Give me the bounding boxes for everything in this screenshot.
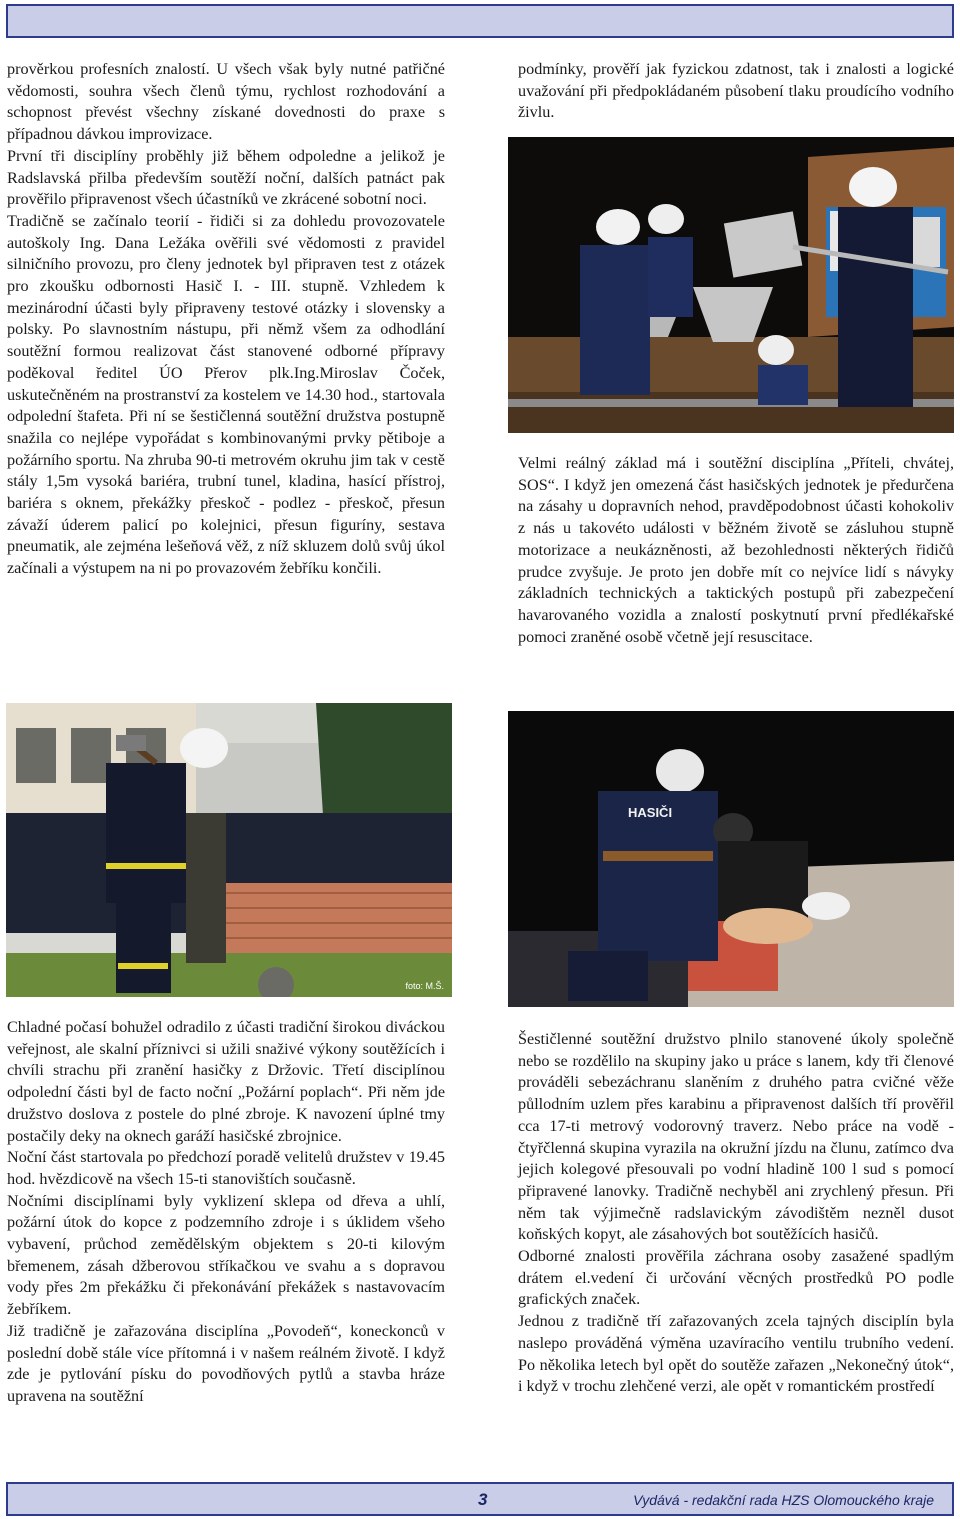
photo-credit: foto: M.Š.	[405, 981, 444, 991]
paragraph: Velmi reálný základ má i soutěžní disciplína „Příteli, chvátej, SOS“. I když jen omezená část hasičských jednotek je předurčena na zásahy u dopravních nehod, pravděpodobnost účasti kohokoliv z nás u takovéto události v běžném životě se zásluhou stupně motorizace a neukázněnosti, až bezohlednosti některých řidičů prudce zvyšuje. Je proto jen dobře mít co nejvíce lidí s návyky základních technických a taktických postupů při zabezpečení havarovaného vozidla a znalostí poskytnutí první předlékařské pomoci zraněné osobě včetně její resuscitace.	[518, 454, 954, 646]
article-text-mid-right	[518, 453, 954, 648]
photo-sandbag-filling	[508, 137, 954, 433]
footer-band	[6, 1482, 954, 1516]
paragraph: První tři disciplíny proběhly již během odpoledne a jelikož je Radslavská přilba především soutěží noční, dalších patnáct pak prověřilo připravenost všech účastníků ve zkrácené sobotní noci.	[7, 146, 445, 209]
paragraph: Nočními disciplínami byly vyklizení sklepa od dřeva a uhlí, požární útok do kopce z podzemního zdroje i s úklidem všeho vybavení, průchod zemědělským objektem s 20-ti kilovým břemenem, zásah džberovou stříkačkou ve svahu a s dopravou vody přes 2m překážku či překonávání překážek s nastavovacím žebříkem.	[7, 1191, 445, 1319]
paragraph: Tradičně se začínalo teorií - řidiči si za dohledu provozovatele autoškoly Ing. Dana Ležáka ověřili své vědomosti z pravidel silničního provozu, pro členy jednotek byl připraven test z otázek pro zkoušku odbornosti Hasič I. - III. stupně. Vzhledem k mezinárodní účasti byly připraveny testové otázky i slovensky a polsky. Po slavnostním nástupu, při němž všem za odhodlání soutěžní formou realizovat část stanovené odborné přípravy poděkoval ředitel ÚO Přerov plk.Ing.Miroslav Čoček, uskutečněném na prostranství za kostelem ve 14.30 hod., startovala odpolední štafeta. Při ní se šestičlenná soutěžní družstva postupně snažila co nejlépe vypořádat s kombinovanými prvky pětiboje a požárního sportu. Na zhruba 90-ti metrovém okruhu jim tak v cestě stály 1,5m vysoká bariéra, trubní tunel, kladina, hasící přístroj, bariéra s oknem, překážky přeskoč - podlez - přeskoč, přesun závaží úderem palicí po kolejnici, přesun figuríny, sestava pneumatik, ale zejména lešeňová věž, z níž skluzem dolů svůj úkol začínali a výstupem na ni po provazovém žebříku končili.	[7, 211, 445, 578]
paragraph: Šestičlenné soutěžní družstvo plnilo stanovené úkoly společně nebo se rozdělilo na skupiny jako u práce s lanem, kdy tři členové prováděli sebezáchranu slaněním z druhého patra cvičné věže půllodním uzlem přes karabinu a připravenost dalších tří prověřil cca 17-ti metrový vodorovný traverz. Nebo práce na vodě - čtyřčlenná skupina vyrazila na okružní jízdu na člunu, zatímco dva jejich kolegové přesouvali po vodní hladině 100 l sud s pomocí připravené lanovky. Tradičně nechyběl ani zrychlený přesun. Při něm tak výjimečně radslavickým závodištěm nezněl dusot koňských kopyt, ale zásahových bot soutěžících hasičů.	[518, 1030, 954, 1244]
article-text-top-left	[7, 59, 445, 580]
photo-relay-hammer	[6, 703, 452, 997]
night-sandbag-scene-illustration	[508, 137, 954, 433]
photo-first-aid	[508, 711, 954, 1007]
paragraph: podmínky, prověří jak fyzickou zdatnost, tak i znalosti a logické uvažování při předpokládaném působení tlaku proudícího vodního živlu.	[518, 60, 954, 122]
article-text-bottom-left	[7, 1017, 445, 1408]
night-resuscitation-scene-illustration	[508, 711, 954, 1007]
article-text-top-right	[518, 59, 954, 124]
paragraph: prověrkou profesních znalostí. U všech však byly nutné patřičné vědomosti, souhra všech členů týmu, rychlost rozhodování a schopnost převést všechny získané dovednosti do praxe s případnou dávkou improvizace.	[7, 60, 445, 144]
paragraph: Chladné počasí bohužel odradilo z účasti tradiční širokou diváckou veřejnost, ale skalní příznivci si užili snaživé výkony soutěžících i chvíli strachu při zranění hasičky z Držovic. Třetí disciplínou odpolední části byl de facto noční „Požární poplach“. Při něm jde družstvo doslova z postele do plné zbroje. K navození úplné tmy postačily deky na oknech garáží hasičské zbrojnice.	[7, 1018, 445, 1145]
relay-hammer-scene-illustration	[6, 703, 452, 997]
header-band	[6, 4, 954, 38]
paragraph: Jednou z tradičně tří zařazovaných zcela tajných disciplín byla naslepo prováděná výměna uzavíracího ventilu trubního vedení. Po několika letech byl opět do soutěže zařazen „Nekonečný útok“, i když v trochu zlehčené verzi, ale opět v romantickém prostředí	[518, 1312, 954, 1396]
article-text-bottom-right	[518, 1029, 954, 1398]
paragraph: Noční část startovala po předchozí poradě velitelů družstev v 19.45 hod. hvězdicově na všech 15-ti stanovištích současně.	[7, 1148, 445, 1188]
page-number: 3	[478, 1490, 488, 1509]
paragraph: Již tradičně je zařazována disciplína „Povodeň“, koneckonců v poslední době stále více přítomná i v našem reálném životě. I když zde je pytlování písku do povodňových pytlů a stavba hráze upravena na soutěžní	[7, 1321, 445, 1405]
publisher-credit: Vydává - redakční rada HZS Olomouckého kraje	[633, 1492, 934, 1508]
paragraph: Odborné znalosti prověřila záchrana osoby zasažené spadlým drátem el.vedení či určování věcných prostředků PO podle grafických značek.	[518, 1247, 954, 1309]
jacket-label: HASIČI	[628, 805, 673, 820]
